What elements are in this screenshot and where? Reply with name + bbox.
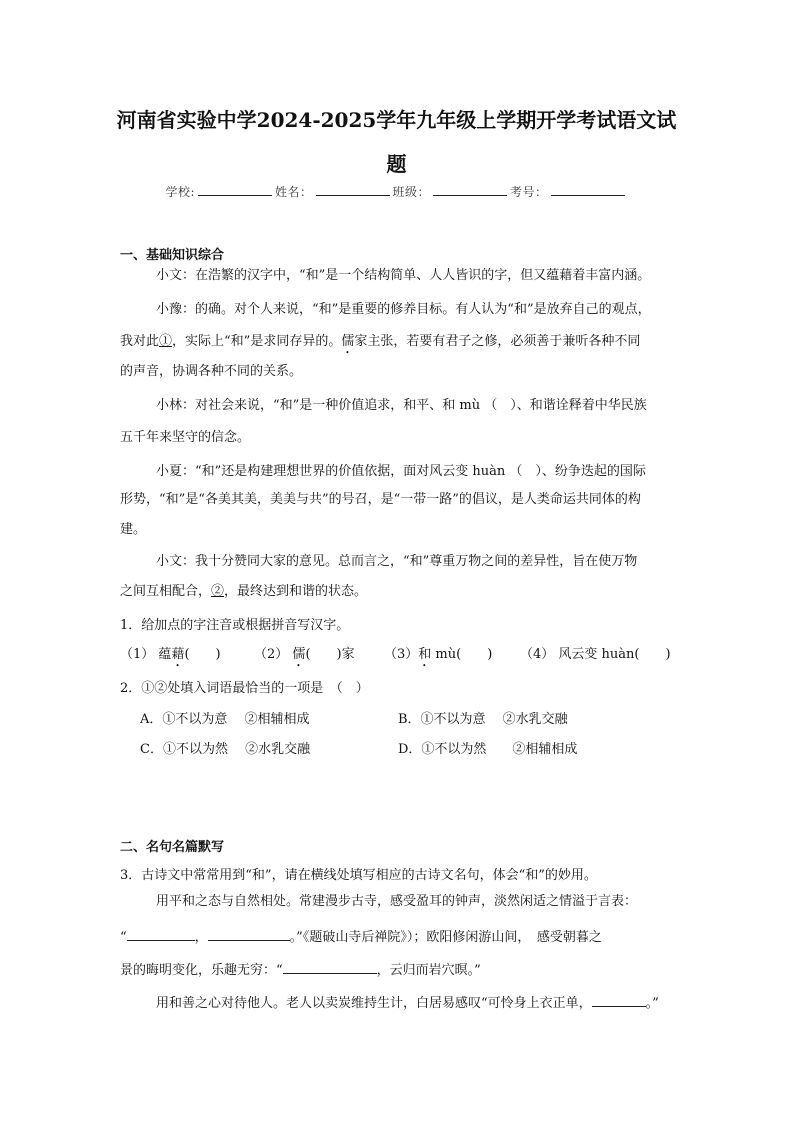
q3-line2-comma: ， xyxy=(194,930,208,945)
dialogue-p4-line2: 形势，“和”是“各美其美，美美与共”的号召，是“一带一路”的倡议，是人类命运共同体的构 xyxy=(120,492,641,507)
q1-item-3 xyxy=(384,643,492,670)
q1-item-3-paren[interactable]: mù( ) xyxy=(431,647,493,662)
section2-heading: 二、名句名篇默写 xyxy=(120,840,225,855)
q3-blank-3[interactable] xyxy=(283,961,377,974)
blank-mark-1: ① xyxy=(159,334,173,349)
dialogue-p5-line1: 小文：我十分赞同大家的意见。总而言之，“和”尊重万物之间的差异性，旨在使万物 xyxy=(156,554,638,569)
id-label: 考号： xyxy=(510,185,548,199)
q3-line4 xyxy=(156,992,680,1011)
q1-item-4-text: 风云变 huàn( xyxy=(558,647,640,662)
q1-item-1-num: （1） xyxy=(120,647,155,662)
p5-text-pre: 之间互相配合， xyxy=(120,584,212,599)
p2-text-pre: 我对此 xyxy=(120,334,160,349)
q3-line1: 用平和之态与自然相处。常建漫步古寺，感受盈耳的钟声，淡然闲适之情溢于言表： xyxy=(156,894,638,909)
dialogue-p3-line2: 五千年来坚守的信念。 xyxy=(120,430,251,445)
dialogue-p2-line2 xyxy=(120,326,680,358)
q3-blank-1[interactable] xyxy=(127,928,195,941)
q3-line3-post: ，云归而岩穴暝。” xyxy=(376,963,481,978)
dialogue-p2 xyxy=(120,294,680,326)
dialogue-p2-line3: 的声音，协调各种不同的关系。 xyxy=(120,364,303,379)
blank-mark-2: ② xyxy=(211,584,225,599)
dialogue-p3-line1: 小林：对社会来说，“和”是一种价值追求，和平、和 mù （ ）、和谐诠释着中华民族 xyxy=(156,398,647,413)
dialogue-p4-line3: 建。 xyxy=(120,522,147,537)
q2-option-a[interactable]: A．①不以为意 ②相辅相成 xyxy=(140,712,310,727)
q1-item-3-num: （3） xyxy=(384,647,419,662)
q3-line4-pre: 用和善之心对待他人。老人以卖炭维持生计，白居易感叹“可怜身上衣正单， xyxy=(156,996,592,1011)
p2-text-mid: ，实际上“和”是求同存异的。 xyxy=(172,334,342,349)
q3-blank-4[interactable] xyxy=(592,994,646,1007)
q1-item-2 xyxy=(254,643,355,670)
dotted-char-ru: 儒 xyxy=(341,334,355,349)
q2-stem: 2．①②处填入词语最恰当的一项是 （ ） xyxy=(120,681,369,696)
q1-stem: 1．给加点的字注音或根据拼音写汉字。 xyxy=(120,618,350,633)
school-label: 学校: xyxy=(165,185,195,199)
q2-option-d[interactable]: D．①不以为然 ②相辅相成 xyxy=(398,742,578,757)
dialogue-p2-line1: 小豫：的确。对个人来说，“和”是重要的修养目标。有人认为“和”是放弃自己的观点， xyxy=(156,302,651,317)
q3-line3 xyxy=(120,959,680,978)
exam-title-line1: 河南省实验中学2024-2025学年九年级上学期开学考试语文试 xyxy=(116,108,677,132)
q1-item-1-pre: 蕴 xyxy=(158,647,172,662)
name-blank[interactable] xyxy=(316,183,390,196)
q3-line2-open-quote: “ xyxy=(120,930,127,945)
q1-item-2-num: （2） xyxy=(254,647,289,662)
q3-line3-pre: 景的晦明变化，乐趣无穷：“ xyxy=(120,963,283,978)
q1-item-2-paren[interactable]: ( )家 xyxy=(305,647,355,662)
school-blank[interactable] xyxy=(198,183,272,196)
p2-text-post: 家主张，若要有君子之修，必须善于兼听各种不同 xyxy=(354,334,641,349)
class-blank[interactable] xyxy=(433,183,507,196)
q1-item-4-num: （4） xyxy=(520,647,555,662)
student-info-line xyxy=(0,183,793,200)
section1-heading: 一、基础知识综合 xyxy=(120,248,225,263)
q3-line2-rest: 。”《题破山寺后禅院》）；欧阳修闲游山间， 感受朝暮之 xyxy=(289,930,602,945)
class-label: 班级： xyxy=(392,185,431,199)
q2-option-c[interactable]: C．①不以为然 ②水乳交融 xyxy=(140,742,311,757)
q3-line4-post: 。” xyxy=(645,996,659,1011)
q3-line2 xyxy=(120,926,680,945)
q3-stem: 3．古诗文中常常用到“和”，请在横线处填写相应的古诗文名句，体会“和”的妙用。 xyxy=(120,868,597,883)
q1-item-1-dotted-char: 藉 xyxy=(171,647,185,662)
q2-option-b[interactable]: B．①不以为意 ②水乳交融 xyxy=(398,712,568,727)
dialogue-p1: 小文：在浩繁的汉字中，“和”是一个结构简单、人人皆识的字，但又蕴藉着丰富内涵。 xyxy=(156,268,651,283)
dialogue-p5-line2 xyxy=(120,576,680,608)
q1-item-2-dotted-char: 儒 xyxy=(292,647,306,662)
q1-item-1 xyxy=(120,643,221,670)
q1-item-1-paren[interactable]: ( ) xyxy=(184,647,221,662)
q3-blank-2[interactable] xyxy=(208,928,290,941)
name-label: 姓名： xyxy=(275,185,313,199)
q1-item-4-paren[interactable]: ) xyxy=(639,647,671,662)
p5-text-post: ，最终达到和谐的状态。 xyxy=(224,584,368,599)
q1-item-3-dotted-char: 和 xyxy=(418,647,432,662)
id-blank[interactable] xyxy=(551,183,625,196)
dialogue-p4-line1: 小夏：“和”还是构建理想世界的价值依据，面对风云变 huàn （ ）、纷争迭起的国际 xyxy=(156,464,646,479)
exam-title-line2: 题 xyxy=(386,152,407,176)
q1-item-4 xyxy=(520,643,671,662)
